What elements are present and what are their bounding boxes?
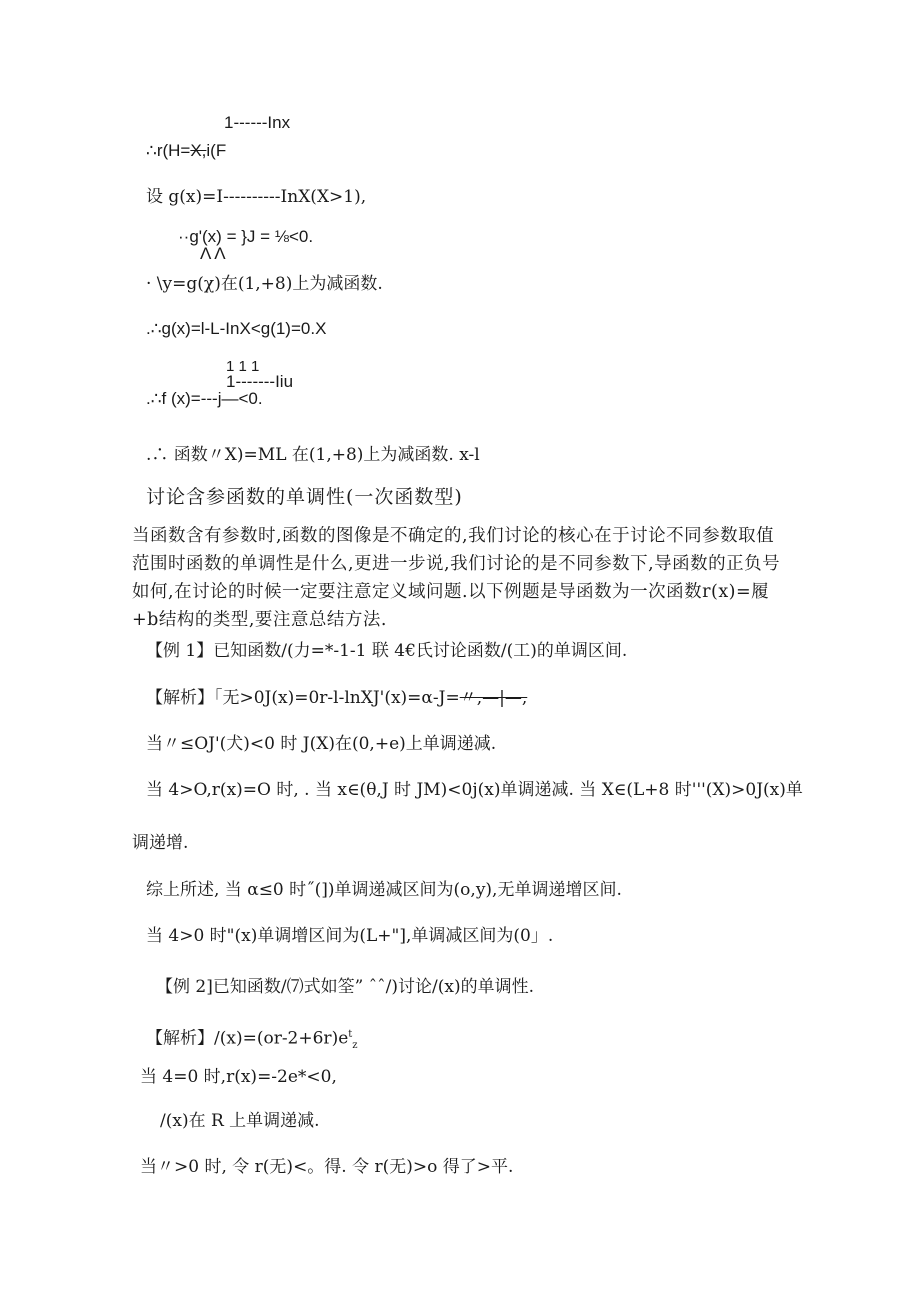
fraction-bar-line: 1-------Iiu	[226, 372, 294, 391]
case-a-zero-result: /(x)在 R 上单调递减.	[160, 1111, 320, 1131]
g-decreasing-line: · \y=g(χ)在(1,+8)上为减函数.	[146, 274, 383, 294]
case-1: 当〃≤OJ'(犬)<0 时 J(X)在(0,+e)上单调递减.	[146, 734, 497, 754]
case-a-zero: 当 4=0 时,r(x)=-2e*<0,	[140, 1067, 337, 1087]
formula-part-a: ∴r(H=	[146, 141, 191, 160]
example-2: 【例 2]已知函数/⑺式如筌” ˆˆ/)讨论/(x)的单调性.	[156, 977, 535, 997]
solution-2-text: 【解析】/(x)=(or-2+6r)e	[146, 1028, 349, 1049]
g-derivative-line: ··g'(x) = }J = ⅛<0.	[178, 227, 314, 246]
solution-2-sup: t	[348, 1029, 353, 1040]
summary-1: 综上所述, 当 α≤0 时˝(])单调递减区间为(o,y),无单调递增区间.	[146, 880, 622, 900]
case-a-positive: 当〃>0 时, 令 r(无)<。得. 令 r(无)>o 得了>平.	[140, 1157, 514, 1177]
section-heading: 讨论含参函数的单调性(一次函数型)	[146, 486, 463, 508]
g-inequality-line: .∴g(x)=l-L-InX<g(1)=0.X	[146, 319, 327, 338]
formula-part-c: i(F	[206, 141, 227, 160]
case-2: 当 4>O,r(x)=O 时, . 当 x∈(θ,J 时 JM)<0j(x)单调递减. 当 X∈(L+8 时'''(X)>0J(x)单	[146, 780, 803, 800]
g-derivative-denominator: Λ Λ	[200, 244, 226, 263]
fraction-numerators: 1 1 1	[226, 358, 260, 375]
conclusion-line: .∴ 函数〃X)=ML 在(1,+8)上为减函数. x-l	[146, 445, 480, 465]
case-2-continued: 调递增.	[132, 833, 189, 853]
f-derivative-line: .∴f (x)=---j—<0.	[146, 389, 263, 408]
solution-1-text: 【解析】「无>0J(x)=0r-l-lnXJ'(x)=α-J=	[146, 688, 460, 708]
define-g-line: 设 g(x)=I----------InX(X>1),	[146, 187, 367, 207]
summary-2: 当 4>0 时"(x)单调增区间为(L+"],单调减区间为(0」.	[146, 926, 554, 946]
solution-2	[146, 1024, 358, 1057]
formula-numerator-1: 1------Inx	[224, 113, 291, 132]
solution-2-sub: z	[352, 1040, 358, 1052]
solution-1-struck: 〃,—|—,	[459, 688, 528, 708]
intro-paragraph: 当函数含有参数时,函数的图像是不确定的,我们讨论的核心在于讨论不同参数取值范围时函数的单调性是什么,更进一步说,我们讨论的是不同参数下,导函数的正负号如何,在讨论的时候一定要注意定义域问题.以下例题是导函数为一次函数r(x)=履+b结构的类型,要注意总结方法.	[132, 526, 781, 630]
solution-1	[146, 687, 527, 709]
formula-part-struck: X,	[190, 141, 207, 160]
example-1: 【例 1】已知函数/(力=*-1-1 联 4€氏讨论函数/(工)的单调区间.	[146, 641, 628, 661]
formula-line-derivative	[146, 140, 226, 162]
